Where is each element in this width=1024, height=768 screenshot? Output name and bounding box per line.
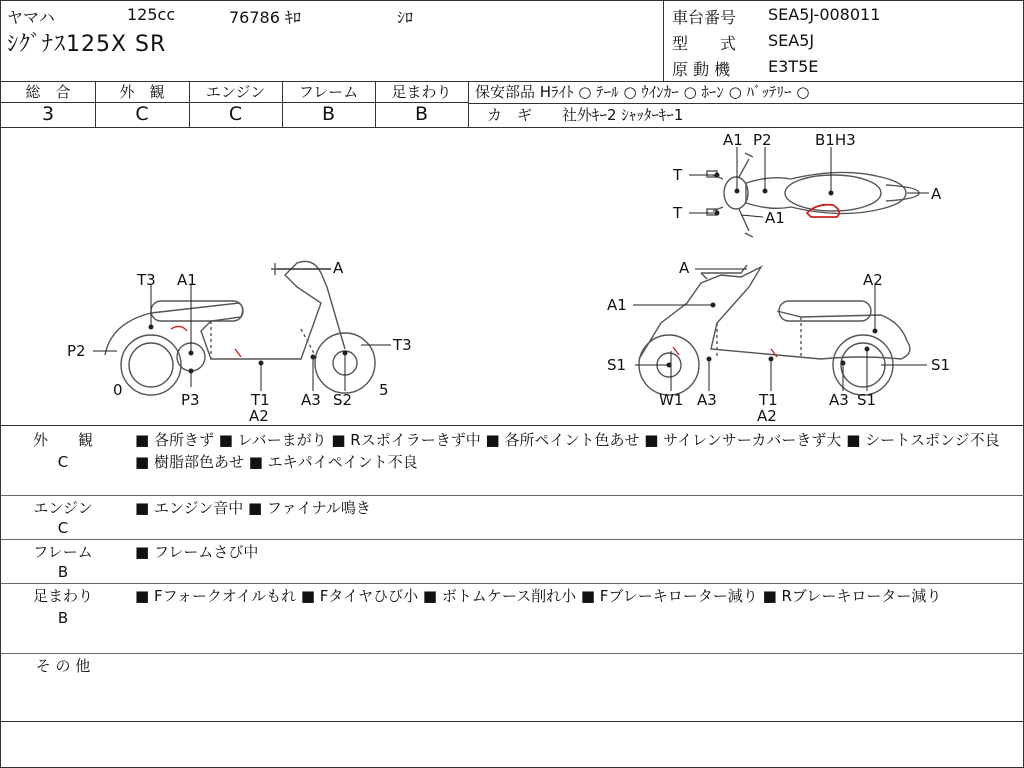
grade-label: 外 観 bbox=[95, 82, 189, 103]
engine-row bbox=[672, 57, 819, 80]
displacement: 125cc bbox=[127, 5, 176, 24]
diagram-label: A bbox=[931, 185, 942, 203]
engine-value: E3T5E bbox=[768, 57, 819, 76]
engine-label: 原 動 機 bbox=[672, 60, 731, 79]
diagram-label: A1 bbox=[607, 296, 627, 314]
grade-label: 総 合 bbox=[1, 82, 95, 103]
diagram-label: A1 bbox=[723, 131, 743, 149]
remark-suspension bbox=[1, 583, 1024, 654]
remark-grade: C bbox=[57, 453, 69, 471]
diagram-label: W1 bbox=[659, 391, 684, 409]
diagram-label: A bbox=[333, 259, 344, 277]
remark-grade: B bbox=[57, 609, 69, 627]
remark-label: 外 観 bbox=[32, 431, 93, 449]
vehicle-ids bbox=[663, 1, 1024, 81]
grade-engine bbox=[189, 81, 283, 127]
type-value: SEA5J bbox=[768, 31, 815, 50]
diagram-label: B1H3 bbox=[815, 131, 856, 149]
diagram-label: T3 bbox=[393, 336, 412, 354]
safety-parts bbox=[469, 81, 1024, 127]
model-name: ｼｸﾞﾅｽ125X SR bbox=[7, 32, 167, 57]
remark-engine bbox=[1, 495, 1024, 540]
remark-other bbox=[1, 653, 1024, 722]
damage-diagram bbox=[1, 127, 1024, 426]
remark-label: そ の 他 bbox=[35, 657, 91, 675]
diagram-label: A3 bbox=[697, 391, 717, 409]
grade-value: C bbox=[228, 103, 243, 125]
diagram-label: A1 bbox=[177, 271, 197, 289]
frame-no: SEA5J-008011 bbox=[768, 5, 881, 24]
diagram-label: T bbox=[673, 166, 683, 184]
remark-label: フレーム bbox=[33, 543, 93, 561]
remark-exterior bbox=[1, 425, 1024, 496]
remark-text: ■ Fフォークオイルもれ ■ Fタイヤひび小 ■ ボトムケース削れ小 ■ Fブレーキローター減り ■ Rブレーキローター減り bbox=[135, 587, 942, 605]
grade-suspension bbox=[375, 81, 469, 127]
type-row bbox=[672, 31, 815, 54]
diagram-label: S1 bbox=[607, 356, 627, 374]
frame-no-row bbox=[672, 5, 881, 28]
diagram-label: A3 bbox=[301, 391, 321, 409]
grade-label: 足まわり bbox=[375, 82, 468, 103]
remark-label: 足まわり bbox=[32, 587, 93, 605]
remark-grade: C bbox=[57, 519, 69, 537]
grade-frame bbox=[282, 81, 376, 127]
remark-text: ■ 各所きず ■ レバーまがり ■ Rスポイラーきず中 ■ 各所ペイント色あせ ■ サイレンサーカバーきず大 ■ シートスポンジ不良 ■ 樹脂部色あせ ■ エキパイペイント不良 bbox=[135, 431, 1000, 471]
grade-exterior bbox=[95, 81, 190, 127]
diagram-label: T bbox=[673, 204, 683, 222]
diagram-label: S1 bbox=[931, 356, 951, 374]
grade-value: 3 bbox=[41, 103, 55, 125]
diagram-label: A2 bbox=[249, 407, 269, 425]
diagram-label: P2 bbox=[67, 342, 86, 360]
grade-label: エンジン bbox=[189, 82, 282, 103]
safety-row: 保安部品 Hﾗｲﾄ ○ ﾃｰﾙ ○ ｳｲﾝｶｰ ○ ﾎｰﾝ ○ ﾊﾞｯﾃﾘｰ ○ bbox=[469, 81, 1024, 104]
grade-value: B bbox=[321, 103, 336, 125]
remark-text: ■ フレームさび中 bbox=[135, 543, 259, 561]
remark-frame bbox=[1, 539, 1024, 584]
grade-overall bbox=[1, 81, 96, 127]
diagram-label: T3 bbox=[137, 271, 156, 289]
grade-label: フレーム bbox=[282, 82, 375, 103]
diagram-label: T1 bbox=[251, 391, 270, 409]
diagram-label: A2 bbox=[757, 407, 777, 425]
grades-row bbox=[1, 81, 1024, 128]
diagram-label: A1 bbox=[765, 209, 785, 227]
maker: ヤマハ bbox=[7, 8, 55, 27]
scooter-diagram-svg bbox=[1, 127, 1023, 425]
color: ｼﾛ bbox=[397, 8, 414, 27]
diagram-label: S2 bbox=[333, 391, 353, 409]
diagram-label: P2 bbox=[753, 131, 772, 149]
grade-value: C bbox=[135, 103, 149, 125]
type-label: 型 式 bbox=[672, 34, 737, 53]
diagram-label: T1 bbox=[759, 391, 778, 409]
diagram-label: S1 bbox=[857, 391, 877, 409]
diagram-label: A2 bbox=[863, 271, 883, 289]
diagram-label: A bbox=[679, 259, 690, 277]
grade-value: B bbox=[414, 103, 429, 125]
diagram-label: 5 bbox=[379, 381, 389, 399]
header bbox=[1, 1, 1024, 82]
remark-grade: B bbox=[57, 563, 69, 581]
diagram-label: 0 bbox=[113, 381, 123, 399]
mileage: 76786 ｷﾛ bbox=[229, 8, 301, 27]
diagram-label: P3 bbox=[181, 391, 200, 409]
remark-text: ■ エンジン音中 ■ ファイナル鳴き bbox=[135, 499, 371, 517]
frame-no-label: 車台番号 bbox=[672, 8, 737, 27]
scooter-top-view bbox=[707, 153, 919, 237]
remark-label: エンジン bbox=[33, 499, 93, 517]
keys-row: カ ギ 社外ｷｰ2 ｼｬｯﾀｰｷｰ1 bbox=[487, 106, 684, 124]
diagram-label: A3 bbox=[829, 391, 849, 409]
